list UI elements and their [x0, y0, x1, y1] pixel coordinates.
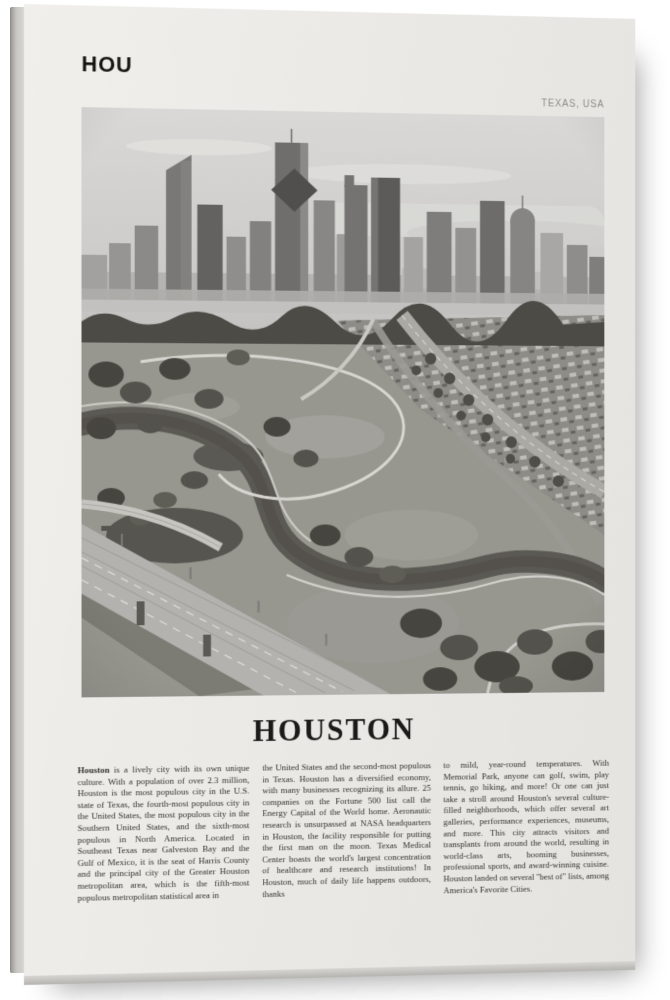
- article-column-1: [78, 763, 250, 904]
- article-column-1-text: is a lively city with its own unique culture. With a population of over 2.3 million, Houston is the most populous city in the U.S. state of Texas, the fourth-most populous city in the United States, the most populous city in the Southern United States, and the sixth-most populous in North America. Located in Southeast Texas near Galveston Bay and the Gulf of Mexico, it is the seat of Harris County and the principal city of the Greater Houston metropolitan area, which is the fifth-most populous metropolitan statistical area in: [77, 762, 250, 903]
- canvas-print: [24, 4, 635, 976]
- lead-word: Houston: [77, 764, 110, 776]
- location-label: TEXAS, USA: [541, 98, 605, 111]
- article-column-3: to mild, year-round temperatures. With Memorial Park, anyone can golf, swim, play tennis, go hiking, and more! Or one can just take a stroll around Houston's several culture-filled neighborhoods, which offer several art galleries, performance experiences, museums, and more. This city attracts visitors and transplants from around the world, resulting in world-class arts, booming businesses, professional sports, and award-winning cuisine. Houston landed on several "best of" lists, among America's Favorite Cities.: [443, 757, 610, 895]
- houston-skyline-photo: [82, 107, 605, 697]
- poster: [24, 4, 635, 976]
- poster-title: HOUSTON: [252, 711, 416, 749]
- article-column-2: the United States and the second-most populous in Texas. Houston has a diversified economy, with many businesses recognizing its allure. 25 companies on the Fortune 500 list call the Energy Capital of the World home. Aeronautic research is unsurpassed at NASA headquarters in Houston, the facility responsible for putting the first man on the moon. Texas Medical Center boasts the world's largest concentration of healthcare and research institutions! In Houston, much of daily life happens outdoors, thanks: [262, 760, 431, 899]
- article-columns: [78, 758, 609, 904]
- city-abbreviation: HOU: [81, 51, 133, 78]
- skyline-photo-illustration: [82, 107, 605, 697]
